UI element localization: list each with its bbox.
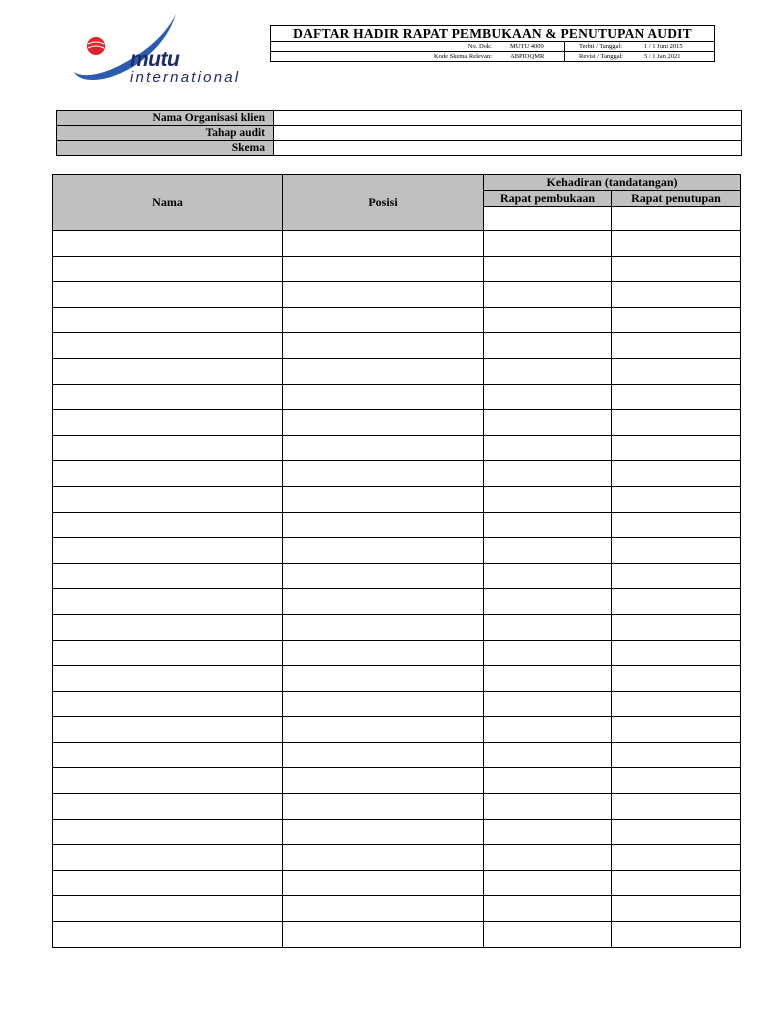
client-organization-label: Nama Organisasi klien [57,111,274,126]
position-cell[interactable] [283,640,484,666]
opening-signature-cell[interactable] [484,896,612,922]
table-row [53,435,741,461]
table-row [53,794,741,820]
position-cell[interactable] [283,333,484,359]
scheme-field[interactable] [274,141,742,156]
closing-signature-cell[interactable] [612,819,741,845]
closing-signature-cell[interactable] [612,435,741,461]
table-row [53,410,741,436]
position-cell[interactable] [283,794,484,820]
name-cell[interactable] [53,717,283,743]
name-cell[interactable] [53,486,283,512]
opening-signature-cell[interactable] [484,333,612,359]
document-header [270,25,715,62]
table-row [53,384,741,410]
closing-signature-cell[interactable] [612,896,741,922]
audit-stage-field[interactable] [274,126,742,141]
position-cell[interactable] [283,691,484,717]
table-row [53,742,741,768]
opening-signature-cell[interactable] [484,282,612,308]
opening-signature-cell[interactable] [484,870,612,896]
position-cell[interactable] [283,742,484,768]
table-row [53,231,741,257]
closing-signature-cell[interactable] [612,691,741,717]
opening-signature-cell[interactable] [484,614,612,640]
closing-signature-cell[interactable] [612,486,741,512]
attendance-body [53,231,741,948]
opening-signature-cell[interactable] [484,794,612,820]
revision-date-value: 5 / 1 Jan 2021 [644,53,681,60]
name-cell[interactable] [53,461,283,487]
position-cell[interactable] [283,896,484,922]
opening-signature-cell[interactable] [484,640,612,666]
name-cell[interactable] [53,666,283,692]
position-cell[interactable] [283,614,484,640]
doc-number-value: MUTU 4009 [510,43,544,50]
table-row [53,512,741,538]
opening-signature-cell[interactable] [484,666,612,692]
scheme-label: Skema [57,141,274,156]
closing-signature-cell[interactable] [612,589,741,615]
closing-signature-cell[interactable] [612,563,741,589]
opening-signature-cell[interactable] [484,538,612,564]
closing-signature-cell[interactable] [612,742,741,768]
table-row [53,307,741,333]
name-cell[interactable] [53,819,283,845]
opening-signature-cell[interactable] [484,589,612,615]
logo-subtitle: international [130,69,241,86]
opening-signature-cell[interactable] [484,231,612,257]
position-cell[interactable] [283,845,484,871]
position-cell[interactable] [283,461,484,487]
closing-signature-cell[interactable] [612,922,741,948]
issue-date-label: Terbit / Tanggal: [564,42,634,51]
closing-signature-cell[interactable] [612,768,741,794]
table-row [53,589,741,615]
closing-signature-cell[interactable] [612,538,741,564]
opening-signature-cell[interactable] [484,742,612,768]
table-row [53,486,741,512]
closing-signature-cell[interactable] [612,512,741,538]
closing-signature-cell[interactable] [612,307,741,333]
doc-number-label: No. Dok: [467,43,492,50]
position-cell[interactable] [283,435,484,461]
opening-meeting-header: Rapat pembukaan [484,191,612,207]
closing-signature-cell[interactable] [612,666,741,692]
closing-signature-cell[interactable] [612,207,741,231]
position-cell[interactable] [283,666,484,692]
table-row [53,691,741,717]
table-row [53,461,741,487]
name-column-header: Nama [53,175,283,231]
table-row [53,640,741,666]
table-row [53,870,741,896]
name-cell[interactable] [53,231,283,257]
opening-signature-cell[interactable] [484,410,612,436]
table-row [53,768,741,794]
closing-signature-cell[interactable] [612,794,741,820]
name-cell[interactable] [53,614,283,640]
table-row [53,614,741,640]
closing-signature-cell[interactable] [612,461,741,487]
closing-meeting-header: Rapat penutupan [612,191,741,207]
name-cell[interactable] [53,845,283,871]
opening-signature-cell[interactable] [484,768,612,794]
position-cell[interactable] [283,563,484,589]
opening-signature-cell[interactable] [484,256,612,282]
table-row [53,563,741,589]
position-cell[interactable] [283,410,484,436]
table-row [53,538,741,564]
audit-stage-label: Tahap audit [57,126,274,141]
position-cell[interactable] [283,538,484,564]
opening-signature-cell[interactable] [484,435,612,461]
name-cell[interactable] [53,563,283,589]
closing-signature-cell[interactable] [612,717,741,743]
table-row [53,819,741,845]
table-row [53,896,741,922]
name-cell[interactable] [53,589,283,615]
name-cell[interactable] [53,256,283,282]
closing-signature-cell[interactable] [612,358,741,384]
closing-signature-cell[interactable] [612,640,741,666]
opening-signature-cell[interactable] [484,358,612,384]
name-cell[interactable] [53,410,283,436]
attendance-header-row [53,175,741,191]
scheme-code-value: ABPIOQMR [510,53,545,60]
name-cell[interactable] [53,870,283,896]
opening-signature-cell[interactable] [484,486,612,512]
name-cell[interactable] [53,282,283,308]
position-cell[interactable] [283,922,484,948]
opening-signature-cell[interactable] [484,307,612,333]
opening-signature-cell[interactable] [484,461,612,487]
closing-signature-cell[interactable] [612,231,741,257]
opening-signature-cell[interactable] [484,512,612,538]
position-cell[interactable] [283,768,484,794]
opening-signature-cell[interactable] [484,691,612,717]
position-cell[interactable] [283,384,484,410]
table-row [53,717,741,743]
name-cell[interactable] [53,794,283,820]
document-title: DAFTAR HADIR RAPAT PEMBUKAAN & PENUTUPAN AUDIT [271,26,714,42]
closing-signature-cell[interactable] [612,870,741,896]
position-cell[interactable] [283,486,484,512]
table-row [53,282,741,308]
name-cell[interactable] [53,358,283,384]
opening-signature-cell[interactable] [484,384,612,410]
header-row-doc [271,42,714,51]
closing-signature-cell[interactable] [612,410,741,436]
closing-signature-cell[interactable] [612,282,741,308]
table-row [53,333,741,359]
closing-signature-cell[interactable] [612,333,741,359]
logo-word: mutu [130,48,180,71]
closing-signature-cell[interactable] [612,384,741,410]
client-organization-field[interactable] [274,111,742,126]
info-row [57,111,742,126]
position-cell[interactable] [283,589,484,615]
name-cell[interactable] [53,307,283,333]
name-cell[interactable] [53,384,283,410]
name-cell[interactable] [53,922,283,948]
position-cell[interactable] [283,307,484,333]
issue-date-value: 1 / 1 Juni 2015 [644,43,683,50]
name-cell[interactable] [53,512,283,538]
header-row-scheme [271,51,714,61]
name-cell[interactable] [53,691,283,717]
opening-signature-cell[interactable] [484,207,612,231]
position-cell[interactable] [283,870,484,896]
position-cell[interactable] [283,819,484,845]
table-row [53,666,741,692]
name-cell[interactable] [53,333,283,359]
table-row [53,358,741,384]
position-cell[interactable] [283,282,484,308]
closing-signature-cell[interactable] [612,614,741,640]
opening-signature-cell[interactable] [484,845,612,871]
closing-signature-cell[interactable] [612,256,741,282]
name-cell[interactable] [53,640,283,666]
name-cell[interactable] [53,435,283,461]
position-cell[interactable] [283,358,484,384]
position-cell[interactable] [283,256,484,282]
table-row [53,256,741,282]
opening-signature-cell[interactable] [484,922,612,948]
info-row [57,126,742,141]
name-cell[interactable] [53,768,283,794]
opening-signature-cell[interactable] [484,717,612,743]
attendance-table [52,174,741,948]
scheme-code-label: Kode Skema Relevan: [433,53,492,60]
revision-date-label: Revisi / Tanggal: [564,52,634,61]
position-column-header: Posisi [283,175,484,231]
opening-signature-cell[interactable] [484,819,612,845]
position-cell[interactable] [283,231,484,257]
client-info-table [56,110,742,156]
opening-signature-cell[interactable] [484,563,612,589]
name-cell[interactable] [53,742,283,768]
table-row [53,922,741,948]
table-row [53,845,741,871]
position-cell[interactable] [283,512,484,538]
position-cell[interactable] [283,717,484,743]
name-cell[interactable] [53,538,283,564]
name-cell[interactable] [53,896,283,922]
attendance-column-header: Kehadiran (tandatangan) [484,175,741,191]
company-logo [70,10,270,90]
closing-signature-cell[interactable] [612,845,741,871]
info-row [57,141,742,156]
